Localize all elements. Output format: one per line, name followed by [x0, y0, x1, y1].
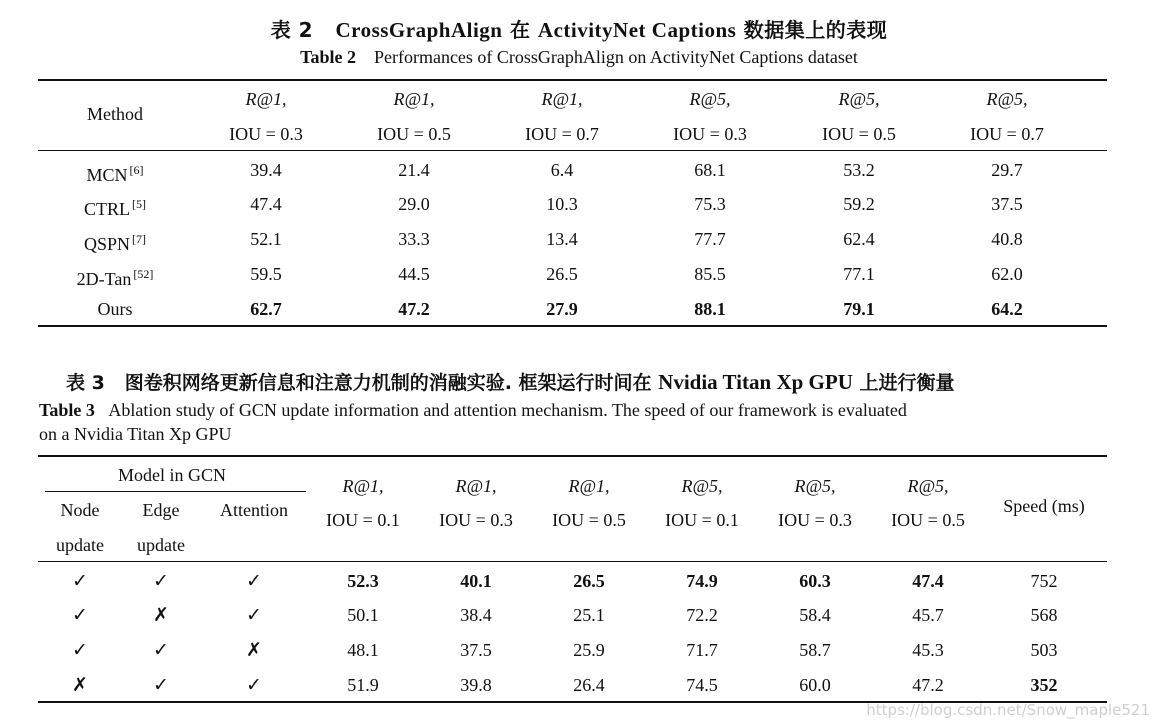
table2-col-metric: R@1, — [541, 89, 583, 109]
table2-value-cell: 21.4 — [398, 160, 430, 180]
table3-value-cell: 60.0 — [799, 675, 831, 695]
check-mark-icon: ✓ — [246, 570, 262, 592]
check-mark-icon: ✓ — [246, 604, 262, 626]
table2-method-cell — [45, 159, 185, 186]
table3-caption-cn — [66, 368, 955, 395]
table3-col-iou: IOU = 0.5 — [552, 510, 626, 530]
table2-method-ref: [52] — [133, 267, 154, 281]
table2-value-cell: 13.4 — [546, 229, 578, 249]
table2-caption-cn — [0, 14, 1158, 43]
table3-value-cell: 38.4 — [460, 605, 492, 625]
check-mark-icon: ✓ — [72, 639, 88, 661]
table3-speed-cell: 568 — [1030, 605, 1058, 625]
table3-caption-en-line2: on a Nvidia Titan Xp GPU — [39, 424, 232, 444]
cross-mark-icon: ✗ — [246, 639, 262, 661]
table2-method-cell — [45, 193, 185, 220]
table3-col-metric: R@1, — [568, 476, 610, 496]
table2-value-cell: 26.5 — [546, 264, 578, 284]
check-mark-icon: ✓ — [72, 570, 88, 592]
table3-sub-header-line1: Edge — [142, 500, 180, 520]
table2-value-cell: 79.1 — [843, 299, 875, 319]
table3-sub-header-line2: update — [56, 535, 104, 555]
cross-mark-icon: ✗ — [153, 604, 169, 626]
table2-value-cell: 62.4 — [843, 229, 875, 249]
table2-col-iou: IOU = 0.3 — [229, 124, 303, 144]
table3-speed-cell: 752 — [1030, 571, 1058, 591]
check-mark-icon: ✓ — [153, 674, 169, 696]
table3-value-cell: 40.1 — [460, 571, 492, 591]
table3-value-cell: 45.7 — [912, 605, 944, 625]
table2-value-cell: 40.8 — [991, 229, 1023, 249]
table2-value-cell: 37.5 — [991, 194, 1023, 214]
check-mark-icon: ✓ — [153, 639, 169, 661]
table3-caption-cn-text: 图卷积网络更新信息和注意力机制的消融实验. 框架运行时间在 — [124, 372, 652, 394]
table2-value-cell: 47.4 — [250, 194, 282, 214]
table3-speed-cell: 503 — [1030, 640, 1058, 660]
table3-col-metric: R@5, — [907, 476, 949, 496]
table3-value-cell: 52.3 — [347, 571, 379, 591]
table3-col-iou: IOU = 0.5 — [891, 510, 965, 530]
table2-value-cell: 68.1 — [694, 160, 726, 180]
table2-col-iou: IOU = 0.7 — [525, 124, 599, 144]
table2-caption-en-label: Table 2 — [300, 47, 356, 67]
table2-method-name: 2D-Tan — [76, 269, 132, 289]
table3-group-rule — [45, 491, 306, 492]
table3-value-cell: 39.8 — [460, 675, 492, 695]
table3-col-metric: R@5, — [681, 476, 723, 496]
table2-col-metric: R@5, — [838, 89, 880, 109]
table3-value-cell: 58.7 — [799, 640, 831, 660]
table3-col-metric: R@5, — [794, 476, 836, 496]
table2-caption-cn-mid: 在 — [509, 18, 531, 42]
table2-value-cell: 62.7 — [250, 299, 282, 319]
table2-value-cell: 52.1 — [250, 229, 282, 249]
table3-col-iou: IOU = 0.3 — [778, 510, 852, 530]
table2-col-metric: R@1, — [245, 89, 287, 109]
table2-value-cell: 59.5 — [250, 264, 282, 284]
table3-caption-cn-prefix: 表 3 — [66, 372, 105, 394]
table2-value-cell: 59.2 — [843, 194, 875, 214]
table2-col-iou: IOU = 0.7 — [970, 124, 1044, 144]
table3-value-cell: 26.4 — [573, 675, 605, 695]
table3-top-rule — [38, 455, 1107, 457]
table3-value-cell: 72.2 — [686, 605, 718, 625]
table3-value-cell: 48.1 — [347, 640, 379, 660]
table3-speed-header: Speed (ms) — [1003, 496, 1085, 516]
table3-value-cell: 71.7 — [686, 640, 718, 660]
table3-col-iou: IOU = 0.1 — [665, 510, 739, 530]
table3-caption-en-label: Table 3 — [39, 400, 95, 420]
table2-value-cell: 77.1 — [843, 264, 875, 284]
table2-method-cell — [45, 263, 185, 290]
table3-col-iou: IOU = 0.3 — [439, 510, 513, 530]
table3-value-cell: 37.5 — [460, 640, 492, 660]
table2-method-header: Method — [87, 104, 143, 124]
table3-col-metric: R@1, — [342, 476, 384, 496]
table2-method-cell — [45, 298, 185, 320]
table3-value-cell: 74.9 — [686, 571, 718, 591]
table2-method-ref: [5] — [132, 197, 146, 211]
table3-value-cell: 25.9 — [573, 640, 605, 660]
table3-caption-cn-gpu: Nvidia Titan Xp GPU — [658, 370, 853, 394]
table2-method-ref: [7] — [132, 232, 147, 246]
table2-caption-cn-name: CrossGraphAlign — [335, 18, 503, 42]
check-mark-icon: ✓ — [72, 604, 88, 626]
table2-caption-en-text: Performances of CrossGraphAlign on ActivityNet Captions dataset — [373, 47, 858, 67]
table3-sub-header-line2: update — [137, 535, 185, 555]
table2-value-cell: 29.7 — [991, 160, 1023, 180]
table3-sub-header-line1: Attention — [220, 500, 288, 520]
table3-col-metric: R@1, — [455, 476, 497, 496]
cross-mark-icon: ✗ — [72, 674, 88, 696]
table3-value-cell: 45.3 — [912, 640, 944, 660]
table2-caption-cn-prefix: 表 2 — [270, 18, 314, 42]
table2-value-cell: 29.0 — [398, 194, 430, 214]
table3-col-iou: IOU = 0.1 — [326, 510, 400, 530]
table2-method-name: CTRL — [83, 199, 130, 219]
table3-caption-cn-suffix: 上进行衡量 — [859, 372, 955, 394]
table2-value-cell: 6.4 — [550, 160, 574, 180]
table2-value-cell: 10.3 — [546, 194, 578, 214]
table3-value-cell: 26.5 — [573, 571, 605, 591]
table3-value-cell: 50.1 — [347, 605, 379, 625]
table2-value-cell: 47.2 — [398, 299, 430, 319]
table2-mid-rule — [38, 150, 1107, 151]
table2-value-cell: 88.1 — [694, 299, 726, 319]
table3-sub-header-line1: Node — [60, 500, 100, 520]
table2-method-name: Ours — [97, 299, 133, 319]
table2-method-name: MCN — [86, 165, 128, 185]
table2-caption-cn-suffix: 数据集上的表现 — [743, 18, 888, 42]
table3-caption-en-line1: Ablation study of GCN update information and attention mechanism. The speed of our framework is evaluated — [108, 400, 907, 420]
table2-bottom-rule — [38, 325, 1107, 327]
table2-top-rule — [38, 79, 1107, 81]
table2-value-cell: 53.2 — [843, 160, 875, 180]
table2-value-cell: 85.5 — [694, 264, 726, 284]
table3-value-cell: 47.2 — [912, 675, 944, 695]
table3-value-cell: 60.3 — [799, 571, 831, 591]
table2-value-cell: 44.5 — [398, 264, 430, 284]
table2-col-iou: IOU = 0.5 — [822, 124, 896, 144]
check-mark-icon: ✓ — [153, 570, 169, 592]
check-mark-icon: ✓ — [246, 674, 262, 696]
table3-value-cell: 58.4 — [799, 605, 831, 625]
table2-value-cell: 33.3 — [398, 229, 430, 249]
table2-value-cell: 64.2 — [991, 299, 1023, 319]
table2-col-metric: R@1, — [393, 89, 435, 109]
table2-method-ref: [6] — [129, 163, 144, 177]
table2-col-iou: IOU = 0.5 — [377, 124, 451, 144]
table3-mid-rule — [38, 561, 1107, 562]
table2-value-cell: 27.9 — [546, 299, 578, 319]
table3-value-cell: 25.1 — [573, 605, 605, 625]
table2-caption-en — [0, 47, 1158, 68]
table2-value-cell: 77.7 — [694, 229, 726, 249]
table2-value-cell: 62.0 — [991, 264, 1023, 284]
table2-value-cell: 75.3 — [694, 194, 726, 214]
table3-value-cell: 51.9 — [347, 675, 379, 695]
table2-col-metric: R@5, — [986, 89, 1028, 109]
table2-caption-cn-dataset: ActivityNet Captions — [537, 18, 737, 42]
table3-speed-cell: 352 — [1030, 675, 1058, 695]
table3-group-header: Model in GCN — [118, 465, 226, 485]
table3-value-cell: 47.4 — [912, 571, 944, 591]
table2-col-metric: R@5, — [689, 89, 731, 109]
watermark: https://blog.csdn.net/Snow_maple521 — [866, 701, 1150, 719]
table3-value-cell: 74.5 — [686, 675, 718, 695]
table2-method-name: QSPN — [83, 234, 131, 254]
table3-caption-en — [39, 398, 1111, 446]
table2-method-cell — [45, 228, 185, 255]
table2-col-iou: IOU = 0.3 — [673, 124, 747, 144]
table2-value-cell: 39.4 — [250, 160, 282, 180]
